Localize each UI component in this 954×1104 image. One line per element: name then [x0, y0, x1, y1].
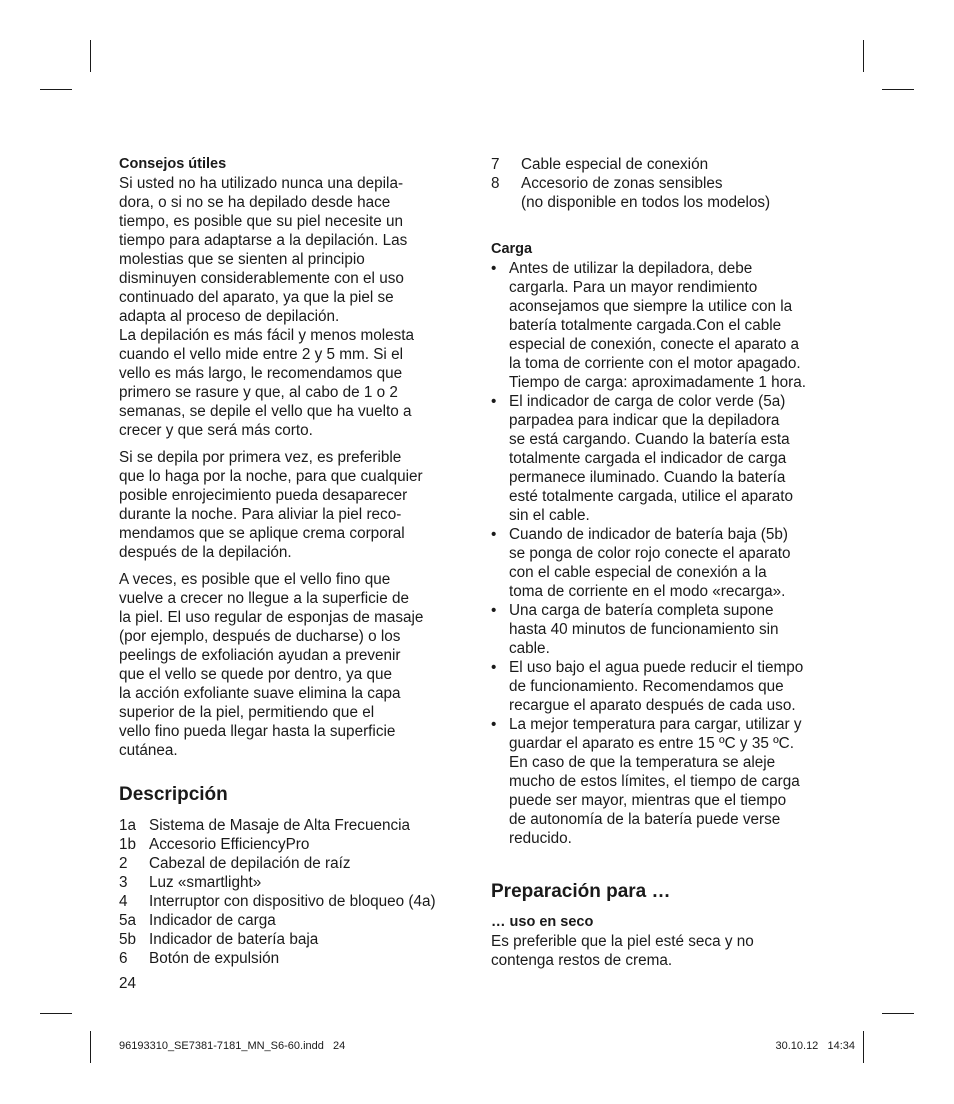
crop-mark — [882, 89, 914, 90]
item-text: Indicador de batería baja — [149, 931, 319, 948]
crop-mark — [882, 1013, 914, 1014]
crop-mark — [40, 89, 72, 90]
list-item — [491, 715, 841, 848]
item-number: 1a — [119, 817, 137, 834]
bullet-icon: • — [491, 526, 497, 543]
list-item — [119, 854, 464, 873]
tips-paragraph-2: Si se depila por primera vez, es preferible que lo haga por la noche, para que cualquier posible enrojecimiento pueda desaparecer durante la noche. Para aliviar la piel reco- mendamos que se aplique crema corporal después de la depilación. — [119, 449, 423, 561]
item-text: Interruptor con dispositivo de bloqueo (4a) — [149, 893, 436, 910]
list-item — [119, 930, 464, 949]
list-item — [491, 658, 841, 715]
tips-heading: Consejos útiles — [119, 156, 227, 172]
bullet-icon: • — [491, 716, 497, 733]
item-text: Accesorio EfficiencyPro — [149, 836, 310, 853]
item-text: La mejor temperatura para cargar, utilizar y guardar el aparato es entre 15 ºC y 35 ºC. En caso de que la temperatura se aleje mucho de estos límites, el tiempo de carga puede ser mayor, mientras que el tiempo de autonomía de la batería puede verse reducido. — [509, 716, 802, 847]
crop-mark — [90, 40, 91, 72]
description-heading: Descripción — [119, 784, 228, 805]
preparation-text: Es preferible que la piel esté seca y no contenga restos de crema. — [491, 933, 754, 969]
crop-mark — [863, 1031, 864, 1063]
item-text: Botón de expulsión — [149, 950, 280, 967]
description-list-continued — [491, 155, 841, 212]
crop-mark — [40, 1013, 72, 1014]
item-number: 3 — [119, 874, 128, 891]
item-text: Sistema de Masaje de Alta Frecuencia — [149, 817, 411, 834]
item-number: 2 — [119, 855, 128, 872]
item-number: 1b — [119, 836, 137, 853]
item-text: Accesorio de zonas sensibles (no disponible en todos los modelos) — [521, 175, 771, 211]
list-item — [119, 911, 464, 930]
bullet-icon: • — [491, 393, 497, 410]
item-number: 6 — [119, 950, 128, 967]
item-number: 5a — [119, 912, 137, 929]
list-item — [119, 873, 464, 892]
left-column — [119, 155, 464, 968]
list-item — [491, 155, 841, 174]
item-number: 8 — [491, 175, 500, 192]
slug-filename: 96193310_SE7381-7181_MN_S6-60.indd 24 — [119, 1040, 346, 1052]
bullet-icon: • — [491, 659, 497, 676]
item-text: El indicador de carga de color verde (5a) parpadea para indicar que la depiladora se está cargando. Cuando la batería esta totalmente cargada el indicador de carga permanece iluminado. Cuando la batería esté totalmente cargada, utilice el aparato sin el cable. — [509, 393, 794, 524]
item-text: Cabezal de depilación de raíz — [149, 855, 351, 872]
list-item — [491, 392, 841, 525]
preparation-subheading: … uso en seco — [491, 914, 594, 930]
list-item — [119, 835, 464, 854]
item-text: El uso bajo el agua puede reducir el tiempo de funcionamiento. Recomendamos que recargue el aparato después de cada uso. — [509, 659, 804, 714]
item-number: 5b — [119, 931, 137, 948]
carga-list — [491, 259, 841, 848]
crop-mark — [90, 1031, 91, 1063]
list-item — [119, 892, 464, 911]
list-item — [119, 816, 464, 835]
list-item — [491, 259, 841, 392]
bullet-icon: • — [491, 602, 497, 619]
item-text: Cable especial de conexión — [521, 156, 709, 173]
tips-paragraph-3: A veces, es posible que el vello fino que vuelve a crecer no llegue a la superficie de la piel. El uso regular de esponjas de masaje (por ejemplo, después de ducharse) o los peelings de exfoliación ayudan a prevenir que el vello se quede por dentro, ya que la acción exfoliante suave elimina la capa superior de la piel, permitiendo que el vello fino pueda llegar hasta la superficie cutánea. — [119, 571, 424, 759]
description-list — [119, 816, 464, 968]
crop-mark — [863, 40, 864, 72]
page-number: 24 — [119, 975, 137, 992]
slug-date: 30.10.12 14:34 — [775, 1040, 855, 1052]
item-text: Una carga de batería completa supone hasta 40 minutos de funcionamiento sin cable. — [509, 602, 779, 657]
list-item — [119, 949, 464, 968]
item-number: 7 — [491, 156, 500, 173]
list-item — [491, 174, 841, 212]
item-text: Antes de utilizar la depiladora, debe cargarla. Para un mayor rendimiento aconsejamos que siempre la utilice con la batería totalmente cargada.Con el cable especial de conexión, conecte el aparato a la toma de corriente con el motor apagado. Tiempo de carga: aproximadamente 1 hora. — [509, 260, 807, 391]
list-item — [491, 601, 841, 658]
bullet-icon: • — [491, 260, 497, 277]
carga-heading: Carga — [491, 241, 533, 257]
right-column — [491, 155, 841, 970]
item-text: Indicador de carga — [149, 912, 276, 929]
item-text: Cuando de indicador de batería baja (5b) se ponga de color rojo conecte el aparato con el cable especial de conexión a la toma de corriente en el modo «recarga». — [509, 526, 791, 600]
list-item — [491, 525, 841, 601]
preparation-heading: Preparación para … — [491, 881, 671, 902]
item-number: 4 — [119, 893, 128, 910]
tips-paragraph-1: Si usted no ha utilizado nunca una depila- dora, o si no se ha depilado desde hace tiempo, es posible que su piel necesite un tiempo para adaptarse a la depilación. Las molestias que se sienten al principio disminuyen considerablemente con el uso continuado del aparato, ya que la piel se adapta al proceso de depilación. La depilación es más fácil y menos molesta cuando el vello mide entre 2 y 5 mm. Si el vello es más largo, le recomendamos que primero se rasure y que, al cabo de 1 o 2 semanas, se depile el vello que ha vuelto a crecer y que será más corto. — [119, 175, 415, 439]
item-text: Luz «smartlight» — [149, 874, 262, 891]
